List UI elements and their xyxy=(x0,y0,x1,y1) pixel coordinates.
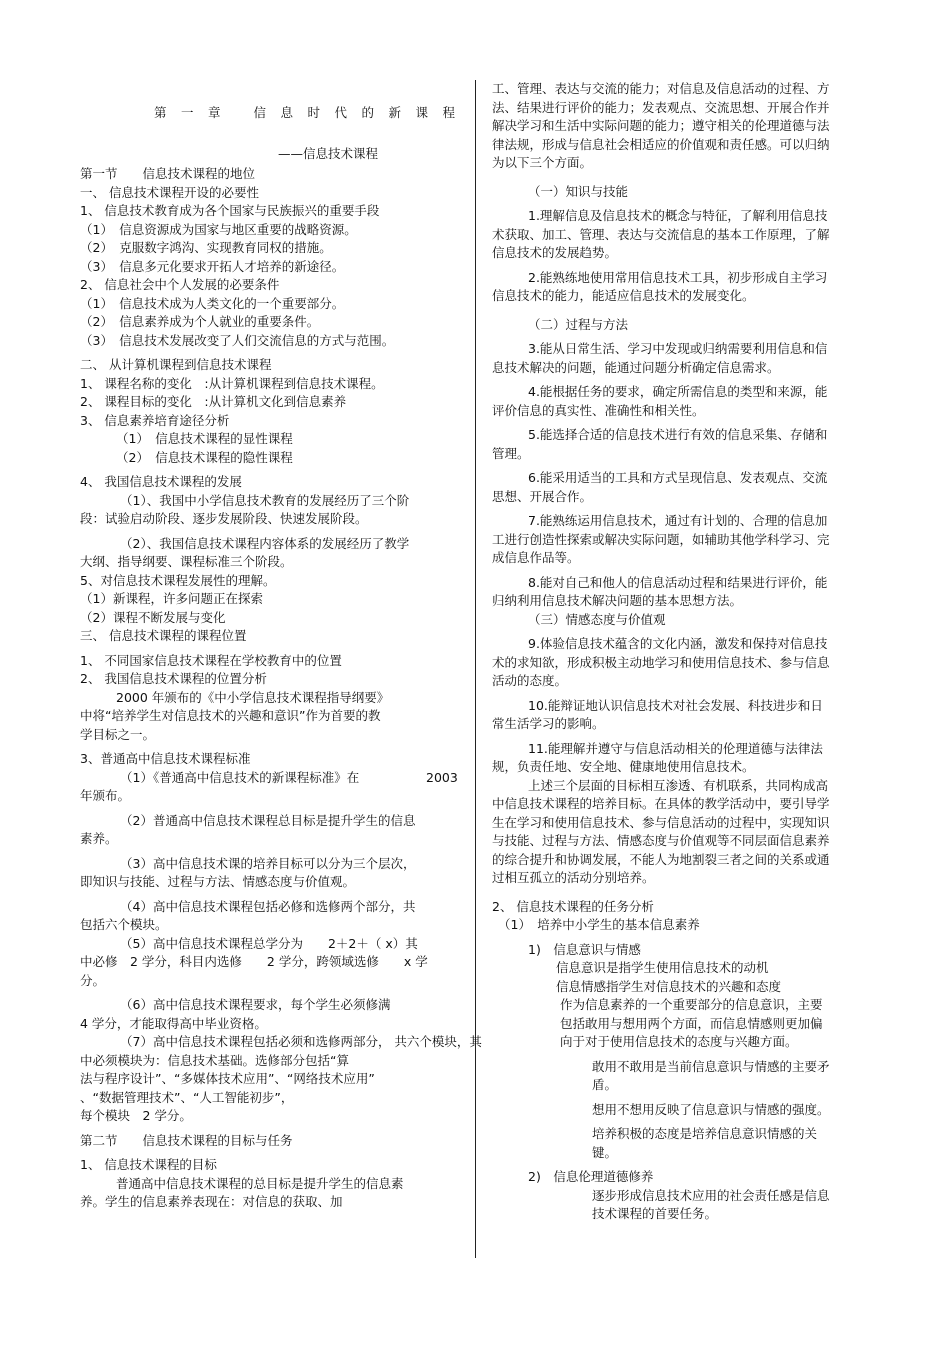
paragraph: （2）普通高中信息技术课程总目标是提升学生的信息素养。 xyxy=(80,812,416,846)
list-item: 1、 不同国家信息技术课程在学校教育中的位置 xyxy=(80,652,342,668)
paragraph: 2.能熟练地使用常用信息技术工具，初步形成自主学习信息技术的能力，能适应信息技术的发展变化。 xyxy=(492,269,828,303)
paragraph-line: 分。 xyxy=(80,972,106,988)
right-column xyxy=(492,80,830,1224)
heading-1: 一、 信息技术课程开设的必要性 xyxy=(80,184,259,200)
paragraph: 8.能对自己和他人的信息活动过程和结果进行评价，能归纳利用信息技术解决问题的基本思想方法。 xyxy=(492,574,828,608)
paragraph-line: （6）高中信息技术课程要求，每个学生必须修满 xyxy=(120,997,391,1012)
paragraph-line xyxy=(80,769,468,788)
paragraph-line: 信息意识是指学生使用信息技术的动机 xyxy=(556,960,769,975)
paragraph: 11.能理解并遵守与信息活动相关的伦理道德与法律法规，负责任地、安全地、健康地使用信息技术。 xyxy=(492,740,823,774)
paragraph-line: 信息情感指学生对信息技术的兴趣和态度 xyxy=(556,978,782,994)
chapter-subtitle: ——信息技术课程 xyxy=(278,145,379,161)
list-item: 4、 我国信息技术课程的发展 xyxy=(80,474,242,489)
paragraph: 作为信息素养的一个重要部分的信息意识，主要包括敢用与想用两个方面，而信息情感则更加偏向于对于使用信息技术的态度与兴趣方面。 xyxy=(560,997,823,1049)
paragraph: 9.体验信息技术蕴含的文化内涵，激发和保持对信息技术的求知欲，形成积极主动地学习和使用信息技术、参与信息活动的态度。 xyxy=(492,636,830,688)
left-column xyxy=(80,104,482,1212)
list-item: 2) 信息伦理道德修养 xyxy=(528,1169,654,1184)
paragraph: 4.能根据任务的要求，确定所需信息的类型和来源，能评价信息的真实性、准确性和相关性。 xyxy=(492,384,828,418)
paragraph: 上述三个层面的目标相互渗透、有机联系，共同构成高中信息技术课程的培养目标。在具体的教学活动中，要引导学生在学习和使用信息技术、参与信息活动的过程中，实现知识与技能、过程与方法、情感态度与价值观等不同层面信息素养的综合提升和协调发展，不能人为地割裂三者之间的关系或通过相互孤立的活动分别培养。 xyxy=(492,777,830,885)
subsection-heading: （二）过程与方法 xyxy=(528,316,629,332)
section-heading: 第二节 信息技术课程的目标与任务 xyxy=(80,1132,293,1148)
paragraph-line: 4 学分，才能取得高中毕业资格。 xyxy=(80,1015,267,1031)
paragraph: 10.能辩证地认识信息技术对社会发展、科技进步和日常生活学习的影响。 xyxy=(492,697,823,731)
list-item: （2） 信息素养成为个人就业的重要条件。 xyxy=(80,314,320,329)
list-item: （3） 信息技术发展改变了人们交流信息的方式与范围。 xyxy=(80,332,395,348)
paragraph-line: 中必修 2 学分，科目内选修 2 学分，跨领域选修 x 学 xyxy=(80,954,428,969)
paragraph-line: 年颁布。 xyxy=(80,788,131,803)
paragraph-line: 、“数据管理技术”、“人工智能初步”， xyxy=(80,1089,294,1105)
list-item: （2）课程不断发展与变化 xyxy=(80,609,226,625)
list-item: 2、 信息社会中个人发展的必要条件 xyxy=(80,277,280,292)
paragraph: （2）、我国信息技术课程内容体系的发展经历了教学大纲、指导纲要、课程标准三个阶段。 xyxy=(80,535,410,569)
paragraph: （4）高中信息技术课程包括必修和选修两个部分，共包括六个模块。 xyxy=(80,898,416,932)
list-item: 1、 信息技术课程的目标 xyxy=(80,1157,217,1172)
list-item: 3、 信息素养培育途径分析 xyxy=(80,412,230,428)
list-item: （2） 克服数字鸿沟、实现教育同权的措施。 xyxy=(80,240,332,255)
subsection-heading: （三）情感态度与价值观 xyxy=(528,611,666,627)
list-item: （3） 信息多元化要求开拓人才培养的新途径。 xyxy=(80,258,345,274)
paragraph: （3）高中信息技术课的培养目标可以分为三个层次，即知识与技能、过程与方法、情感态度与价值观。 xyxy=(80,855,416,889)
paragraph: 工、管理、表达与交流的能力；对信息及信息活动的过程、方法、结果进行评价的能力；发表观点、交流思想、开展合作并解决学习和生活中实际问题的能力；遵守相关的伦理道德与法律法规，形成与信息社会相适应的价值观和责任感。可以归纳为以下三个方面。 xyxy=(492,81,830,170)
paragraph: （1）、我国中小学信息技术教育的发展经历了三个阶段：试验启动阶段、逐步发展阶段、快速发展阶段。 xyxy=(80,492,410,526)
list-item: 2、 我国信息技术课程的位置分析 xyxy=(80,671,267,686)
text-span: （1）《普通高中信息技术的新课程标准》在 xyxy=(120,769,360,785)
paragraph: 2000 年颁布的《中小学信息技术课程指导纲要》中将“培养学生对信息技术的兴趣和意识”作为首要的教学目标之一。 xyxy=(80,689,390,742)
paragraph-line: 中必须模块为：信息技术基础。选修部分包括“算 xyxy=(80,1052,349,1068)
text-span: 2003 xyxy=(426,769,458,785)
column-divider xyxy=(475,80,476,1258)
paragraph-line: （5）高中信息技术课程总学分为 2＋2＋（ x）其 xyxy=(120,935,418,951)
list-item: （1）新课程，许多问题正在探索 xyxy=(80,591,263,606)
list-item: 2、 课程目标的变化 :从计算机文化到信息素养 xyxy=(80,394,347,409)
paragraph: 5.能选择合适的信息技术进行有效的信息采集、存储和管理。 xyxy=(492,427,828,461)
paragraph: 培养积极的态度是培养信息意识情感的关键。 xyxy=(592,1126,818,1160)
paragraph: 敢用不敢用是当前信息意识与情感的主要矛盾。 xyxy=(592,1058,830,1092)
paragraph: 6.能采用适当的工具和方式呈现信息、发表观点、交流思想、开展合作。 xyxy=(492,470,828,504)
paragraph: 逐步形成信息技术应用的社会责任感是信息技术课程的首要任务。 xyxy=(592,1187,830,1221)
heading-3: 三、 信息技术课程的课程位置 xyxy=(80,628,247,643)
list-item: 2、 信息技术课程的任务分析 xyxy=(492,898,654,914)
list-item: 3、普通高中信息技术课程标准 xyxy=(80,751,251,766)
paragraph: 1.理解信息及信息技术的概念与特征，了解利用信息技术获取、加工、管理、表达与交流信息的基本工作原理，了解信息技术的发展趋势。 xyxy=(492,208,830,260)
paragraph-line: 每个模块 2 学分。 xyxy=(80,1108,192,1123)
list-item: 1) 信息意识与情感 xyxy=(528,941,641,957)
subsection-heading: （一）知识与技能 xyxy=(528,183,629,199)
paragraph: 普通高中信息技术课程的总目标是提升学生的信息素养。学生的信息素养表现在：对信息的获取、加 xyxy=(80,1175,404,1209)
list-item: （1） 信息技术成为人类文化的一个重要部分。 xyxy=(80,295,345,311)
list-item: 1、 课程名称的变化 :从计算机课程到信息技术课程。 xyxy=(80,375,384,391)
paragraph: 7.能熟练运用信息技术，通过有计划的、合理的信息加工进行创造性探索或解决实际问题，如辅助其他学科学习、完成信息作品等。 xyxy=(492,513,830,565)
list-item: 1、 信息技术教育成为各个国家与民族振兴的重要手段 xyxy=(80,203,380,218)
heading-2: 二、 从计算机课程到信息技术课程 xyxy=(80,357,272,372)
paragraph-line: 法与程序设计”、“多媒体技术应用”、“网络技术应用” xyxy=(80,1071,375,1086)
paragraph: 想用不想用反映了信息意识与情感的强度。 xyxy=(592,1101,830,1117)
list-item: （1） 信息资源成为国家与地区重要的战略资源。 xyxy=(80,221,357,237)
list-item: （1） 培养中小学生的基本信息素养 xyxy=(498,917,700,932)
chapter-title: 第一章 信息时代的新课程 xyxy=(154,105,470,120)
list-item: （2） 信息技术课程的隐性课程 xyxy=(116,449,293,465)
paragraph-line: （7）高中信息技术课程包括必须和选修两部分， 共六个模块，其 xyxy=(120,1034,482,1049)
list-item: 5、对信息技术课程发展性的理解。 xyxy=(80,572,276,588)
section-heading: 第一节 信息技术课程的地位 xyxy=(80,166,256,181)
list-item: （1） 信息技术课程的显性课程 xyxy=(116,431,293,446)
paragraph: 3.能从日常生活、学习中发现或归纳需要利用信息和信息技术解决的问题，能通过问题分析确定信息需求。 xyxy=(492,341,828,375)
